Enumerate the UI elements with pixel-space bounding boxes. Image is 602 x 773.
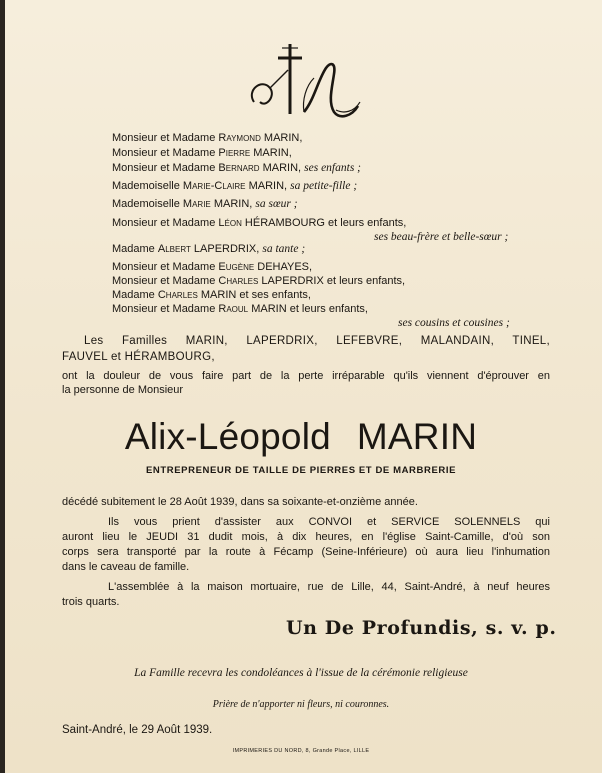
cross-monogram-logo — [244, 40, 364, 122]
families-paragraph-line-2: FAUVEL et HÉRAMBOURG, — [62, 351, 215, 363]
announcement-line-2: la personne de Monsieur — [62, 384, 184, 396]
family-line-7: Madame Albert LAPERDRIX, sa tante ; — [112, 243, 306, 255]
families-paragraph-line-1: Les Familles MARIN, LAPERDRIX, LEFEBVRE, MALANDAIN, TINEL, — [84, 335, 550, 347]
service-line-1: Ils vous prient d'assister aux CONVOI et SERVICE SOLENNELS qui — [108, 516, 550, 528]
family-line-3: Monsieur et Madame Bernard MARIN, ses enfants ; — [112, 162, 361, 174]
deceased-surname: MARIN — [356, 416, 478, 457]
assembly-line-1: L'assemblée à la maison mortuaire, rue de Lille, 44, Saint-André, à neuf heures — [108, 581, 550, 593]
family-line-10: Madame Charles MARIN et ses enfants, — [112, 289, 311, 301]
family-line-11: Monsieur et Madame Raoul MARIN et leurs enfants, — [112, 303, 368, 315]
service-line-3: corps sera transporté par la route à Fécamp (Seine-Inférieure) où aura lieu l'inhumation — [62, 546, 550, 558]
deceased-name — [0, 415, 602, 459]
family-line-5: Mademoiselle Marie MARIN, sa sœur ; — [112, 198, 298, 210]
family-line-9: Monsieur et Madame Charles LAPERDRIX et leurs enfants, — [112, 275, 406, 287]
no-flowers-note: Prière de n'apporter ni fleurs, ni couronnes. — [212, 699, 390, 710]
family-line-6-continuation: ses beau-frère et belle-sœur ; — [374, 231, 509, 243]
family-line-2: Monsieur et Madame Pierre MARIN, — [112, 147, 292, 159]
death-line: décédé subitement le 28 Août 1939, dans sa soixante-et-onzième année. — [62, 496, 418, 508]
deceased-first-names: Alix-Léopold — [124, 416, 331, 457]
service-line-4: dans le caveau de famille. — [62, 561, 190, 573]
condolences-note: La Famille recevra les condoléances à l'issue de la cérémonie religieuse — [134, 667, 468, 679]
family-line-8: Monsieur et Madame Eugène DEHAYES, — [112, 261, 313, 273]
place-date: Saint-André, le 29 Août 1939. — [62, 724, 213, 736]
printer-imprint: IMPRIMERIES DU NORD, 8, Grande Place, LILLE — [232, 748, 370, 754]
family-line-1: Monsieur et Madame Raymond MARIN, — [112, 132, 303, 144]
announcement-line-1: ont la douleur de vous faire part de la perte irréparable qu'ils viennent d'éprouver en — [62, 370, 550, 382]
family-line-6: Monsieur et Madame Léon HÉRAMBOURG et leurs enfants, — [112, 217, 407, 229]
service-line-2: auront lieu le JEUDI 31 dudit mois, à dix heures, en l'église Saint-Camille, d'où son — [62, 531, 550, 543]
family-line-11-continuation: ses cousins et cousines ; — [398, 317, 510, 329]
family-line-4: Mademoiselle Marie-Claire MARIN, sa petite-fille ; — [112, 180, 358, 192]
de-profundis: Un De Profundis, s. v. p. — [286, 617, 557, 639]
deceased-profession: ENTREPRENEUR DE TAILLE DE PIERRES ET DE MARBRERIE — [145, 465, 457, 476]
scan-edge — [0, 0, 5, 773]
assembly-line-2: trois quarts. — [62, 596, 120, 608]
